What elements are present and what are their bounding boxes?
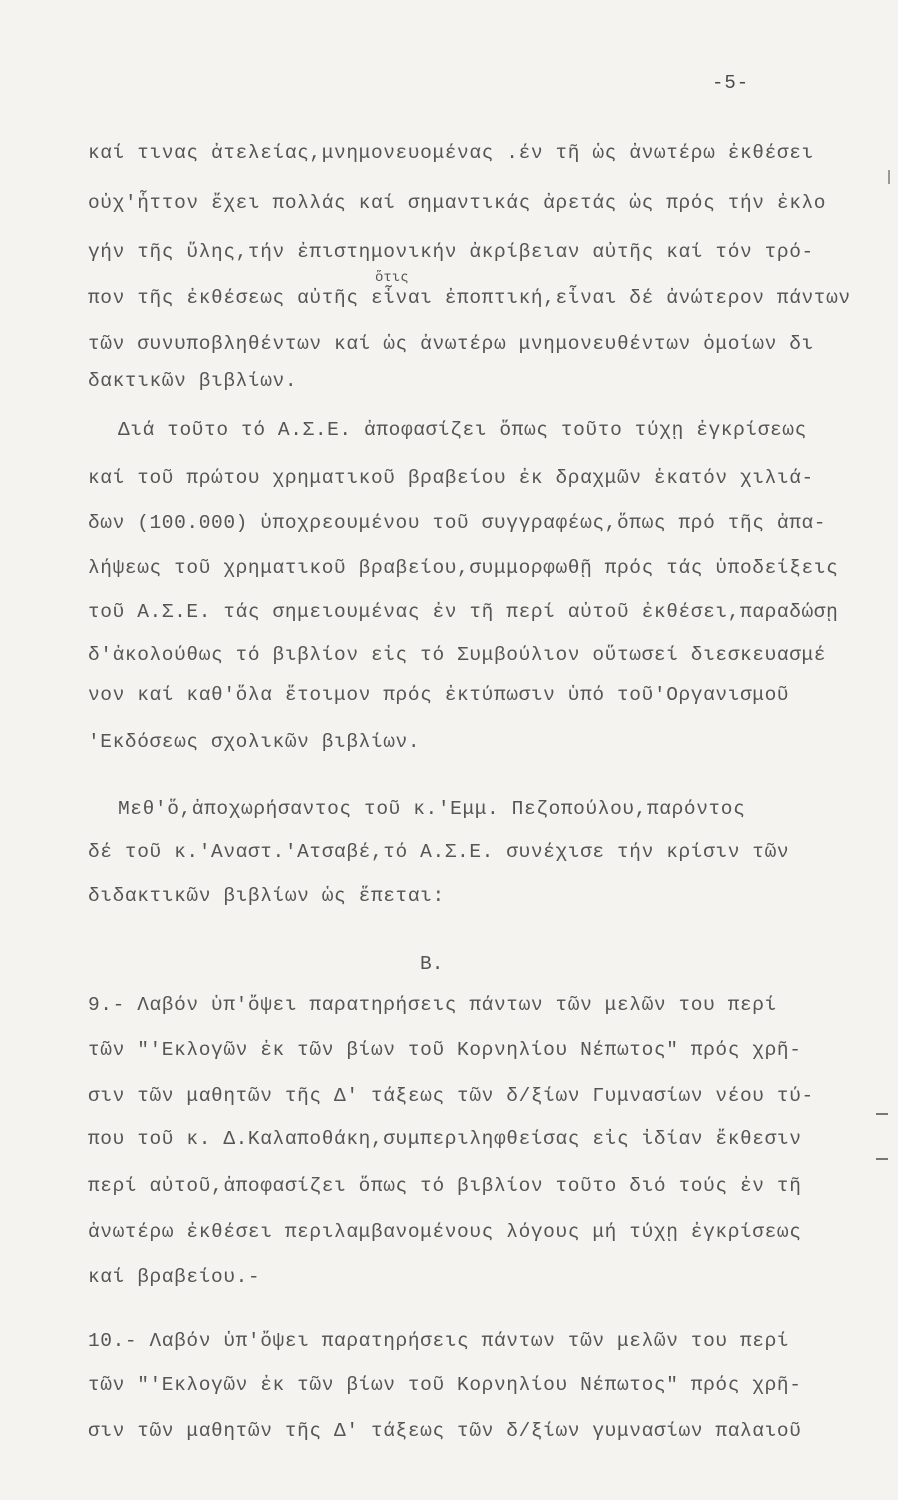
page-number: -5-: [712, 72, 750, 94]
paragraph-2-line-2: καί τοῦ πρώτου χρηματικοῦ βραβείου ἐκ δραχμῶν ἑκατόν χιλιά-: [88, 467, 814, 489]
margin-dash: [876, 1113, 888, 1115]
paragraph-1-line-3: γήν τῆς ὕλης,τήν ἐπιστημονικήν ἀκρίβειαν αὐτῆς καί τόν τρό-: [88, 241, 814, 263]
paragraph-1-line-1: καί τινας ἀτελείας,μνημονευομένας .έν τῆ ὡς ἀνωτέρω ἐκθέσει: [88, 142, 814, 164]
interlinear-note: ὅτις: [375, 270, 409, 286]
item-9-line-7: καί βραβείου.-: [88, 1266, 261, 1288]
paragraph-2-line-6: δ'ἀκολούθως τό βιβλίον εἰς τό Συμβούλιον οὕτωσεί διεσκευασμέ: [88, 644, 827, 666]
item-10-line-2: τῶν "'Εκλογῶν ἐκ τῶν βίων τοῦ Κορνηλίου Νέπωτος" πρός χρῆ-: [88, 1374, 802, 1396]
item-9-line-6: ἀνωτέρω ἐκθέσει περιλαμβανομένους λόγους μή τύχῃ ἐγκρίσεως: [88, 1221, 802, 1243]
item-9-line-3: σιν τῶν μαθητῶν τῆς Δ' τάξεως τῶν δ/ξίων Γυμνασίων νέου τύ-: [88, 1085, 814, 1107]
paragraph-2-line-8: 'Εκδόσεως σχολικῶν βιβλίων.: [88, 731, 421, 753]
item-9-line-5: περί αὐτοῦ,ἀποφασίζει ὅπως τό βιβλίον τοῦτο διό τούς ἐν τῆ: [88, 1175, 802, 1197]
paragraph-1-line-5: τῶν συνυποβληθέντων καί ὡς ἀνωτέρω μνημονευθέντων ὁμοίων δι: [88, 333, 814, 355]
paragraph-2-line-1: Διά τοῦτο τό Α.Σ.Ε. ἀποφασίζει ὅπως τοῦτο τύχῃ ἐγκρίσεως: [118, 419, 807, 441]
item-9-line-4: που τοῦ κ. Δ.Καλαποθάκη,συμπεριληφθείσας εἰς ἰδίαν ἔκθεσιν: [88, 1128, 802, 1150]
paragraph-1-line-4: πον τῆς ἐκθέσεως αὐτῆς εἶναι ἐποπτική,εἶναι δέ ἀνώτερον πάντων: [88, 287, 851, 309]
paragraph-2-line-5: τοῦ Α.Σ.Ε. τάς σημειουμένας ἐν τῆ περί αὐτοῦ ἐκθέσει,παραδώσῃ: [88, 601, 839, 623]
margin-tick: [888, 170, 890, 184]
paragraph-3-line-3: διδακτικῶν βιβλίων ὡς ἕπεται:: [88, 885, 445, 907]
item-10-line-1: 10.- Λαβόν ὑπ'ὄψει παρατηρήσεις πάντων τῶν μελῶν του περί: [88, 1330, 790, 1352]
margin-dash: [876, 1158, 888, 1160]
paragraph-2-line-7: νον καί καθ'ὅλα ἕτοιμον πρός ἐκτύπωσιν ὑπό τοῦ'Οργανισμοῦ: [88, 684, 790, 706]
item-10-line-3: σιν τῶν μαθητῶν τῆς Δ' τάξεως τῶν δ/ξίων γυμνασίων παλαιοῦ: [88, 1420, 802, 1442]
paragraph-2-line-3: δων (100.000) ὑποχρεουμένου τοῦ συγγραφέως,ὅπως πρό τῆς ἀπα-: [88, 512, 827, 534]
paragraph-3-line-2: δέ τοῦ κ.'Αναστ.'Ατσαβέ,τό Α.Σ.Ε. συνέχισε τήν κρίσιν τῶν: [88, 841, 790, 863]
item-9-line-2: τῶν "'Εκλογῶν ἐκ τῶν βίων τοῦ Κορνηλίου Νέπωτος" πρός χρῆ-: [88, 1039, 802, 1061]
paragraph-3-line-1: Μεθ'ὅ,ἀποχωρήσαντος τοῦ κ.'Εμμ. Πεζοπούλου,παρόντος: [118, 798, 746, 820]
section-heading: Β.: [420, 953, 444, 975]
paragraph-1-line-2: οὐχ'ἧττον ἔχει πολλάς καί σημαντικάς ἀρετάς ὡς πρός τήν ἐκλο: [88, 192, 827, 214]
paragraph-2-line-4: λήψεως τοῦ χρηματικοῦ βραβείου,συμμορφωθῇ πρός τάς ὑποδείξεις: [88, 557, 839, 579]
paragraph-1-line-6: δακτικῶν βιβλίων.: [88, 370, 298, 392]
item-9-line-1: 9.- Λαβόν ὑπ'ὄψει παρατηρήσεις πάντων τῶν μελῶν του περί: [88, 994, 777, 1016]
